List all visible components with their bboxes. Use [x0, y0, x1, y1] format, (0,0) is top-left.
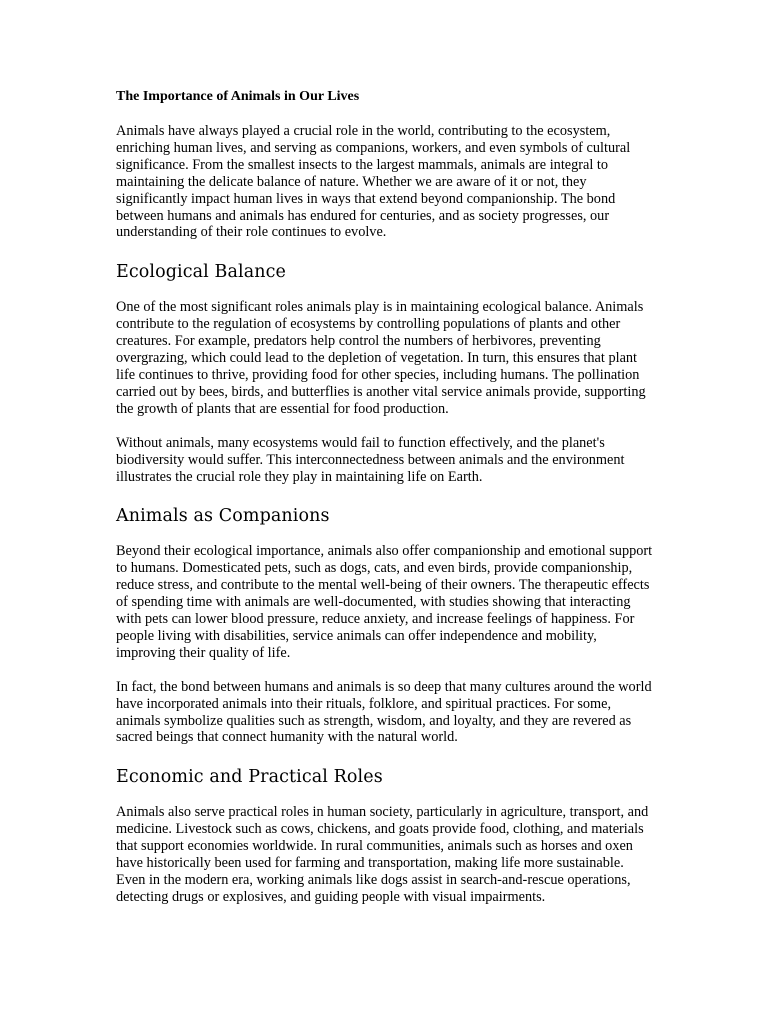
section-paragraph: In fact, the bond between humans and animals is so deep that many cultures around the world have incorporated animals into their rituals, folklore, and spiritual practices. For some, animals symbolize qualities such as strength, wisdom, and loyalty, and they are revered as sacred beings that connect humanity with the natural world.: [116, 678, 652, 746]
section-animals-as-companions: [116, 505, 656, 746]
section-paragraph: Beyond their ecological importance, animals also offer companionship and emotional support to humans. Domesticated pets, such as dogs, cats, and even birds, provide companionship, reduce stress, and contribute to the mental well-being of their owners. The therapeutic effects of spending time with animals are well-documented, with studies showing that interacting with pets can lower blood pressure, reduce anxiety, and increase feelings of happiness. For people living with disabilities, service animals can offer independence and mobility, improving their quality of life.: [116, 543, 653, 661]
section-economic-and-practical-roles: [116, 766, 656, 905]
section-ecological-balance: [116, 261, 656, 485]
document-page: [116, 88, 656, 906]
intro-paragraph: Animals have always played a crucial role in the world, contributing to the ecosystem, enriching human lives, and serving as companions, workers, and even symbols of cultural significance. From the smallest insects to the largest mammals, animals are integral to maintaining the delicate balance of nature. Whether we are aware of it or not, they significantly impact human lives in ways that extend beyond companionship. The bond between humans and animals has endured for centuries, and as society progresses, our understanding of their role continues to evolve.: [116, 123, 631, 241]
section-heading: Animals as Companions: [116, 506, 330, 527]
document-title: The Importance of Animals in Our Lives: [116, 89, 360, 104]
section-paragraph: Animals also serve practical roles in human society, particularly in agriculture, transport, and medicine. Livestock such as cows, chickens, and goats provide food, clothing, and materials that support economies worldwide. In rural communities, animals such as horses and oxen have historically been used for farming and transportation, making life more sustainable. Even in the modern era, working animals like dogs assist in search-and-rescue operations, detecting drugs or explosives, and guiding people with visual impairments.: [116, 804, 649, 905]
section-heading: Ecological Balance: [116, 262, 286, 283]
section-paragraph: One of the most significant roles animals play is in maintaining ecological balance. Animals contribute to the regulation of ecosystems by controlling populations of plants and other creatures. For example, predators help control the numbers of herbivores, preventing overgrazing, which could lead to the depletion of vegetation. In turn, this ensures that plant life continues to thrive, providing food for other species, including humans. The pollination carried out by bees, birds, and butterflies is another vital service animals provide, supporting the growth of plants that are essential for food production.: [116, 299, 646, 417]
section-paragraph: Without animals, many ecosystems would fail to function effectively, and the planet's biodiversity would suffer. This interconnectedness between animals and the environment illustrates the crucial role they play in maintaining life on Earth.: [116, 434, 625, 485]
section-heading: Economic and Practical Roles: [116, 767, 383, 788]
